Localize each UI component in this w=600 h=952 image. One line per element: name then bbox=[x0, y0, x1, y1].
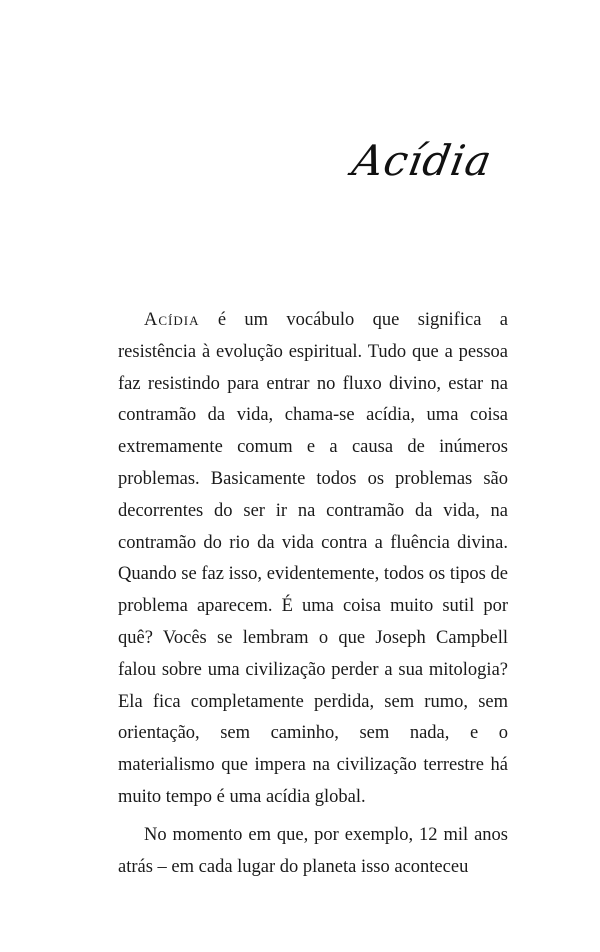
paragraph-1-text: é um vocábulo que significa a resistência à evolução espiritual. Tudo que a pessoa faz resistindo para entrar no fluxo divino, estar na contramão da vida, chama-se acídia, uma coisa extremamente comum e a causa de inúmeros problemas. Basicamente todos os problemas são decorrentes do ser ir na contramão da vida, na contramão do rio da vida contra a fluência divina. Quando se faz isso, evidentemente, todos os tipos de problema aparecem. É uma coisa muito sutil por quê? Vocês se lembram o que Joseph Campbell falou sobre uma civilização perder a sua mitologia? Ela fica completamente perdida, sem rumo, sem orientação, sem caminho, sem nada, e o materialismo que impera na civilização terrestre há muito tempo é uma acídia global. bbox=[118, 310, 508, 807]
chapter-body bbox=[118, 305, 508, 883]
paragraph-lead-word: Acídia bbox=[144, 310, 200, 330]
chapter-title: Acídia bbox=[349, 136, 497, 185]
paragraph-2: No momento em que, por exemplo, 12 mil anos atrás – em cada lugar do planeta isso aconteceu bbox=[118, 824, 508, 877]
paragraph-1 bbox=[118, 305, 508, 814]
